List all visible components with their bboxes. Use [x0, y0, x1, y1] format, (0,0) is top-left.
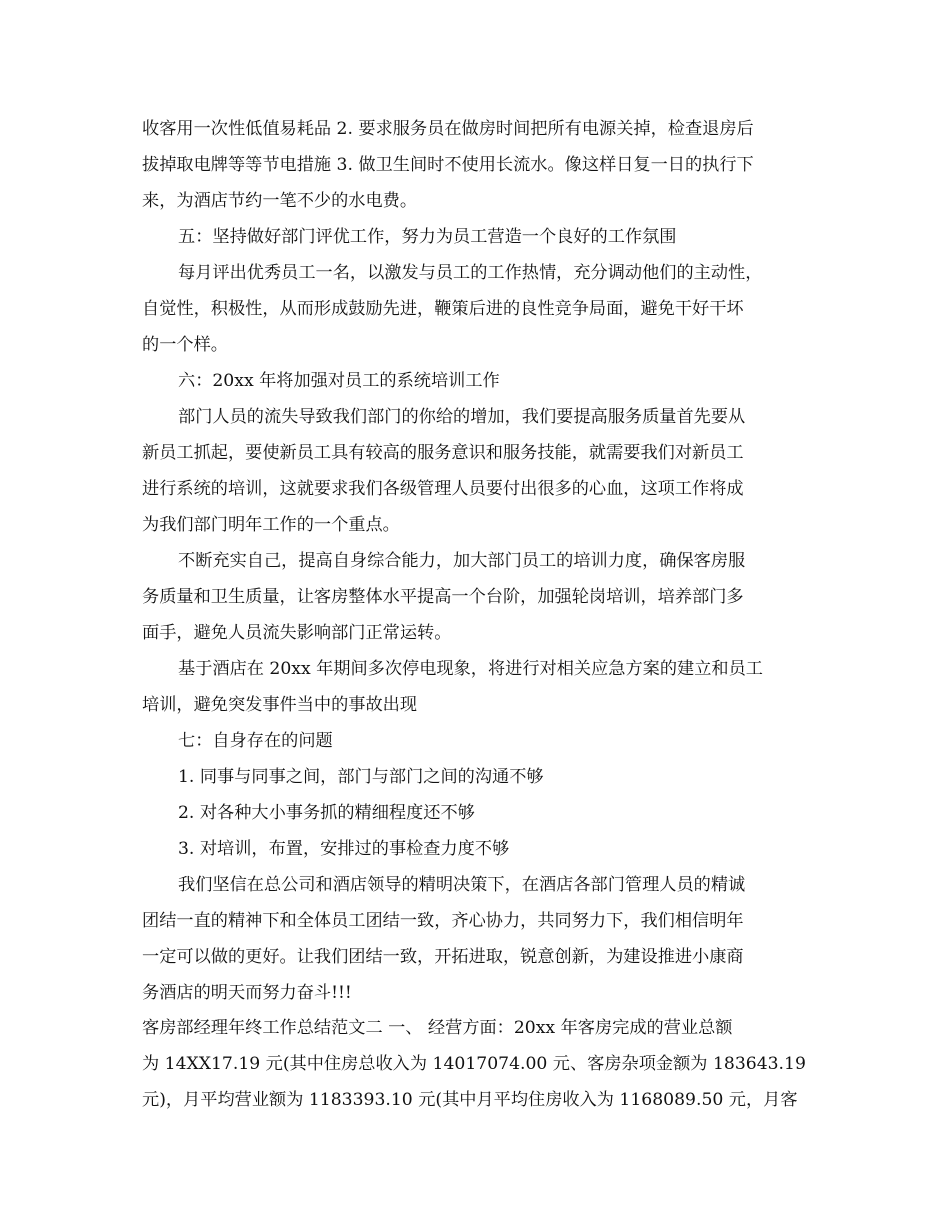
text-line: 一定可以做的更好。让我们团结一致，开拓进取，锐意创新，为建设推进小康商	[142, 947, 744, 967]
text-line: 收客用一次性低值易耗品 2. 要求服务员在做房时间把所有电源关掉，检查退房后	[142, 119, 754, 139]
text-line: 不断充实自己，提高自身综合能力，加大部门员工的培训力度，确保客房服	[178, 551, 746, 571]
text-line: 培训，避免突发事件当中的事故出现	[142, 695, 418, 715]
text-line: 部门人员的流失导致我们部门的你给的增加，我们要提高服务质量首先要从	[178, 407, 746, 427]
text-line: 务酒店的明天而努力奋斗!!!	[142, 983, 352, 1003]
text-line: 务质量和卫生质量，让客房整体水平提高一个台阶，加强轮岗培训，培养部门多	[142, 587, 744, 607]
text-line: 为我们部门明年工作的一个重点。	[142, 515, 400, 535]
text-line: 新员工抓起，要使新员工具有较高的服务意识和服务技能，就需要我们对新员工	[142, 443, 744, 463]
section-heading-7: 七：自身存在的问题	[178, 731, 333, 751]
section-heading-6: 六：20xx 年将加强对员工的系统培训工作	[178, 371, 500, 391]
list-item: 1. 同事与同事之间，部门与部门之间的沟通不够	[178, 767, 544, 787]
text-line: 面手，避免人员流失影响部门正常运转。	[142, 623, 452, 643]
text-line: 每月评出优秀员工一名，以激发与员工的工作热情，充分调动他们的主动性，	[178, 263, 763, 283]
text-line: 元)，月平均营业额为 1183393.10 元(其中月平均住房收入为 1168089.50 元，月客	[142, 1090, 798, 1110]
text-line: 为 14XX17.19 元(其中住房总收入为 14017074.00 元、客房杂项金额为 183643.19	[142, 1054, 806, 1074]
document-subtitle-line: 客房部经理年终工作总结范文二 一、 经营方面：20xx 年客房完成的营业总额	[142, 1018, 733, 1038]
text-line: 进行系统的培训，这就要求我们各级管理人员要付出很多的心血，这项工作将成	[142, 479, 744, 499]
text-line: 的一个样。	[142, 335, 228, 355]
text-line: 拔掉取电牌等等节电措施 3. 做卫生间时不使用长流水。像这样日复一日的执行下	[142, 155, 754, 175]
section-heading-5: 五：坚持做好部门评优工作，努力为员工营造一个良好的工作氛围	[178, 227, 677, 247]
text-line: 基于酒店在 20xx 年期间多次停电现象，将进行对相关应急方案的建立和员工	[178, 659, 763, 679]
list-item: 3. 对培训，布置，安排过的事检查力度不够	[178, 839, 510, 859]
text-line: 来，为酒店节约一笔不少的水电费。	[142, 191, 418, 211]
text-line: 团结一直的精神下和全体员工团结一致，齐心协力，共同努力下，我们相信明年	[142, 911, 744, 931]
text-line: 我们坚信在总公司和酒店领导的精明决策下，在酒店各部门管理人员的精诚	[178, 875, 746, 895]
text-line: 自觉性，积极性，从而形成鼓励先进，鞭策后进的良性竞争局面，避免干好干坏	[142, 299, 744, 319]
list-item: 2. 对各种大小事务抓的精细程度还不够	[178, 803, 475, 823]
